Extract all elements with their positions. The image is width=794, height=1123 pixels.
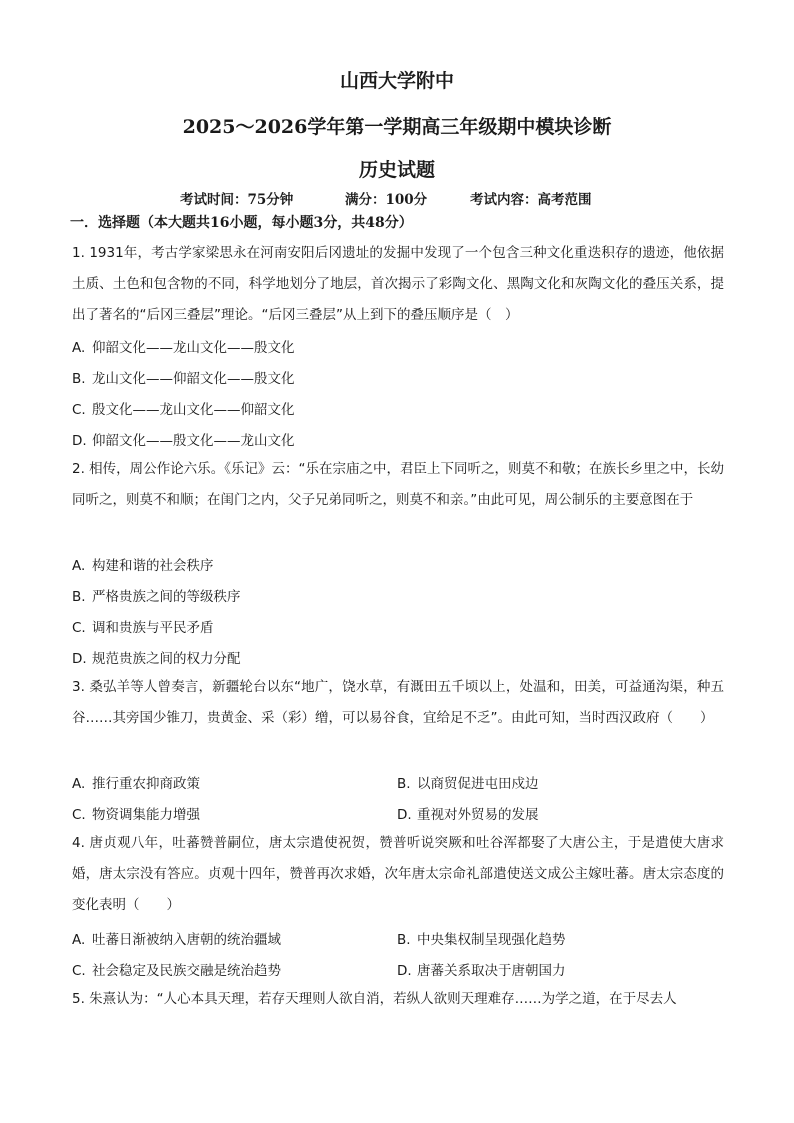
option-text: 龙山文化——仰韶文化——殷文化 — [92, 371, 295, 387]
option-letter: C. — [72, 620, 86, 636]
question-1-option-b — [72, 367, 295, 387]
question-1-option-a — [72, 336, 295, 356]
question-3-stem: 3. 桑弘羊等人曾奏言，新疆轮台以东“地广，饶水草，有溉田五千顷以上，处温和，田美，可益通沟渠，种五谷……其旁国少锥刀，贵黄金、采（彩）缯，可以易谷食，宜给足不乏”。由此可知，当时西汉政府（ ） — [72, 679, 724, 726]
question-3-option-c — [72, 803, 200, 823]
option-text: 仰韶文化——龙山文化——殷文化 — [92, 340, 295, 356]
option-text: 唐蕃关系取决于唐朝国力 — [417, 963, 566, 979]
option-text: 规范贵族之间的权力分配 — [92, 651, 241, 667]
question-2-stem: 2. 相传，周公作论六乐。《乐记》云：“乐在宗庙之中，君臣上下同听之，则莫不和敬；在族长乡里之中，长幼同听之，则莫不和顺；在闺门之内，父子兄弟同听之，则莫不和亲。”由此可见，周公制乐的主要意图在于 — [72, 461, 724, 508]
option-text: 社会稳定及民族交融是统治趋势 — [92, 963, 281, 979]
option-letter: A. — [72, 932, 86, 948]
school-name: 山西大学附中 — [339, 70, 454, 92]
option-letter: B. — [72, 371, 86, 387]
option-text: 以商贸促进屯田戍边 — [417, 776, 539, 792]
question-3-option-d — [397, 803, 539, 823]
question-2-option-d — [72, 647, 241, 667]
option-letter: D. — [397, 807, 412, 823]
question-1-option-c — [72, 398, 295, 418]
option-text: 物资调集能力增强 — [92, 807, 200, 823]
option-text: 调和贵族与平民矛盾 — [92, 620, 214, 636]
exam-time: 考试时间：75分钟 — [180, 192, 294, 208]
option-text: 推行重农抑商政策 — [92, 776, 200, 792]
option-letter: B. — [397, 932, 411, 948]
question-1-option-d — [72, 429, 295, 449]
section-heading: 一．选择题（本大题共16小题，每小题3分，共48分） — [70, 215, 413, 231]
option-letter: C. — [72, 807, 86, 823]
option-letter: C. — [72, 402, 86, 418]
question-3-option-a — [72, 772, 200, 792]
subject-title: 历史试题 — [358, 159, 435, 181]
exam-content: 考试内容：高考范围 — [470, 192, 592, 208]
question-4-stem: 4. 唐贞观八年，吐蕃赞普嗣位，唐太宗遣使祝贺，赞普听说突厥和吐谷浑都娶了大唐公主，于是遣使大唐求婚，唐太宗没有答应。贞观十四年，赞普再次求婚，次年唐太宗命礼部遣使送文成公主嫁吐蕃。唐太宗态度的变化表明（ ） — [72, 835, 724, 913]
question-4-option-a — [72, 928, 281, 948]
option-text: 构建和谐的社会秩序 — [92, 558, 214, 574]
option-text: 中央集权制呈现强化趋势 — [417, 932, 566, 948]
option-text: 吐蕃日渐被纳入唐朝的统治疆域 — [92, 932, 281, 948]
option-text: 仰韶文化——殷文化——龙山文化 — [92, 433, 295, 449]
option-letter: B. — [72, 589, 86, 605]
option-letter: A. — [72, 776, 86, 792]
question-5-stem: 5. 朱熹认为：“人心本具天理，若存天理则人欲自消，若纵人欲则天理难存……为学之道，在于尽去人 — [72, 991, 677, 1007]
question-4-option-b — [397, 928, 566, 948]
full-score: 满分：100分 — [345, 192, 428, 208]
option-letter: D. — [72, 433, 87, 449]
option-text: 严格贵族之间的等级秩序 — [92, 589, 241, 605]
option-letter: D. — [397, 963, 412, 979]
question-2-option-c — [72, 616, 214, 636]
exam-title: 2025～2026学年第一学期高三年级期中模块诊断 — [182, 116, 612, 138]
option-text: 殷文化——龙山文化——仰韶文化 — [92, 402, 295, 418]
option-letter: B. — [397, 776, 411, 792]
question-4-option-d — [397, 959, 566, 979]
question-2-option-a — [72, 554, 214, 574]
option-letter: A. — [72, 558, 86, 574]
question-4-option-c — [72, 959, 281, 979]
question-2-option-b — [72, 585, 241, 605]
question-3-option-b — [397, 772, 539, 792]
question-1-stem: 1. 1931年，考古学家梁思永在河南安阳后冈遗址的发掘中发现了一个包含三种文化重迭积存的遗迹，他依据土质、土色和包含物的不同，科学地划分了地层，首次揭示了彩陶文化、黑陶文化和灰陶文化的叠压关系，提出了著名的“后冈三叠层”理论。“后冈三叠层”从上到下的叠压顺序是（ ） — [72, 245, 724, 323]
option-text: 重视对外贸易的发展 — [417, 807, 539, 823]
option-letter: D. — [72, 651, 87, 667]
option-letter: C. — [72, 963, 86, 979]
option-letter: A. — [72, 340, 86, 356]
